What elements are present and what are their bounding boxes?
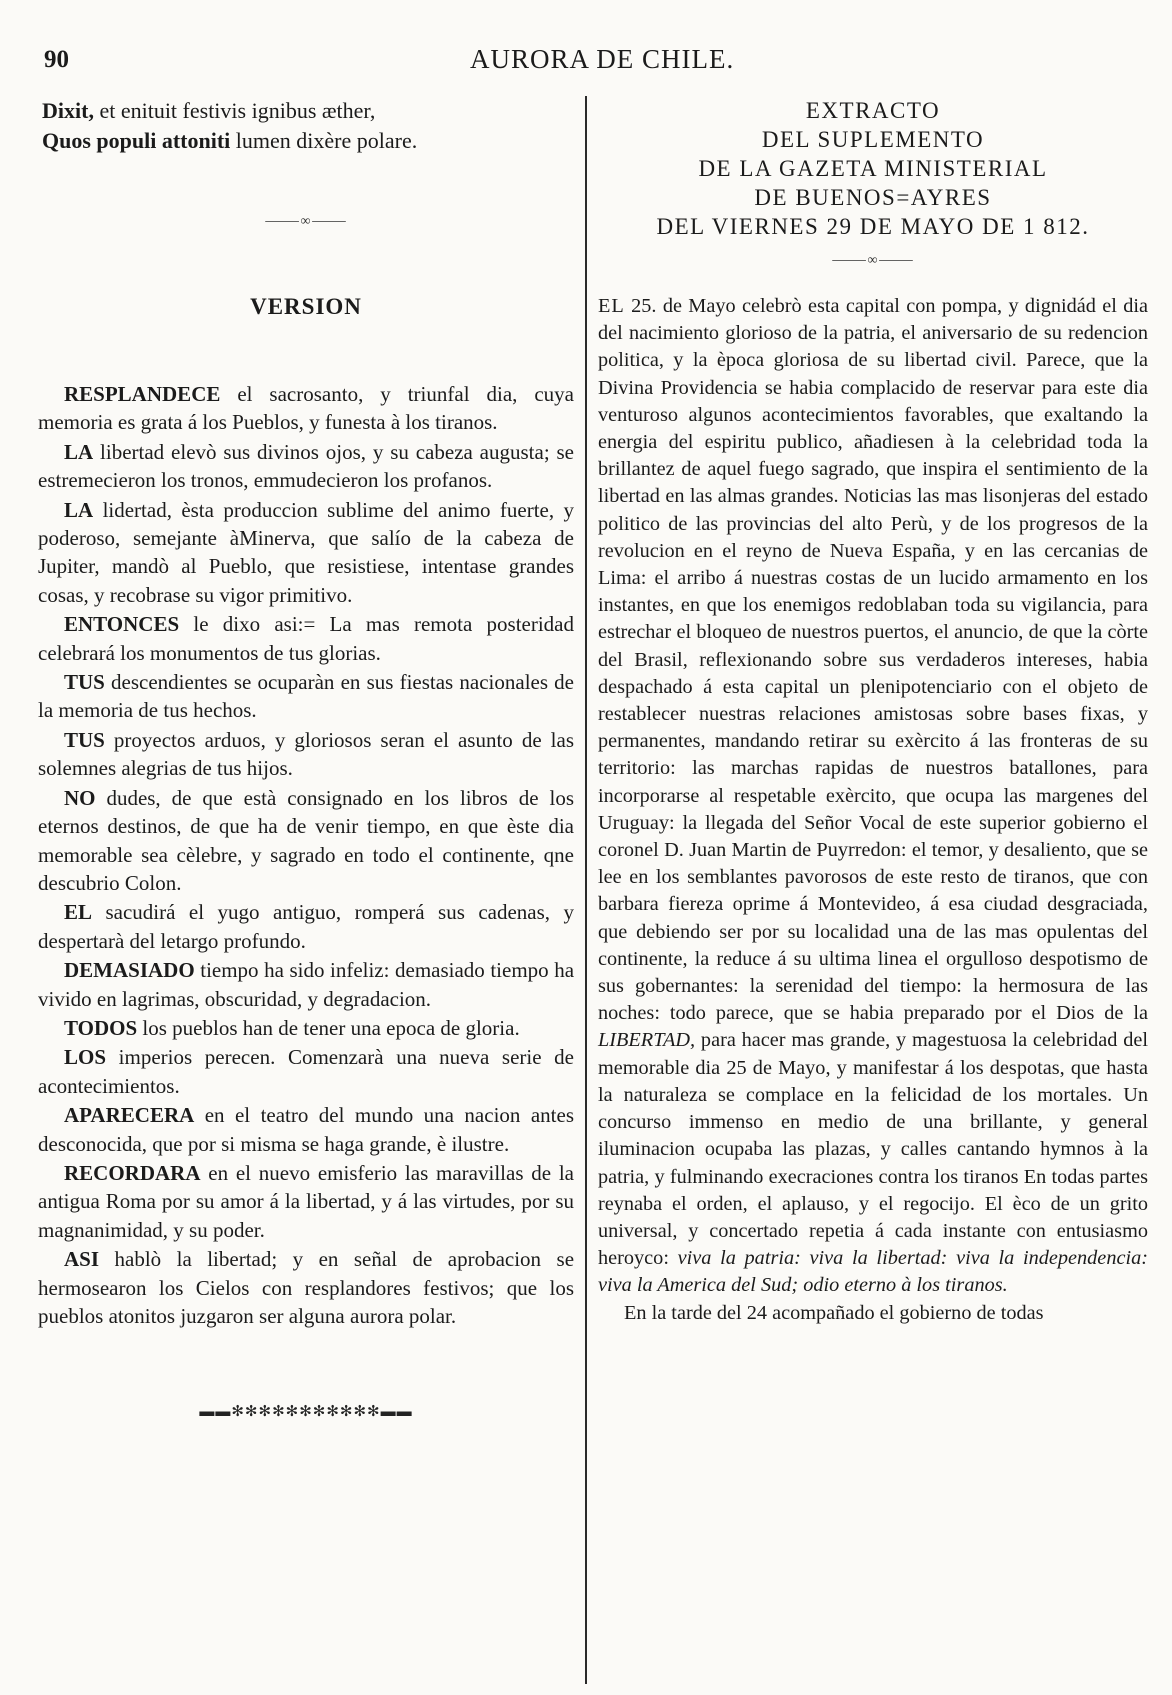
verse-lead: Quos populi attoniti <box>42 128 231 153</box>
paragraph-lead: EL <box>598 295 625 317</box>
paragraph-text: En la tarde del 24 acompañado el gobierno de todas <box>624 1301 1044 1324</box>
version-paragraph <box>38 956 574 1013</box>
ornament-divider: ⸻∞⸻ <box>831 253 915 268</box>
extract-title-line: DEL VIERNES 29 DE MAYO DE 1 812. <box>656 214 1090 239</box>
paragraph-lead: LA <box>64 439 94 464</box>
paragraph-lead: RECORDARA <box>64 1160 201 1185</box>
version-paragraph <box>38 438 574 495</box>
version-paragraph <box>38 726 574 783</box>
left-column <box>38 96 574 1421</box>
paragraph-text: libertad elevò sus divinos ojos, y su cabeza augusta; se estremecieron los tronos, emmudecieron los profanos. <box>38 439 575 493</box>
paragraph-lead: ENTONCES <box>64 612 180 637</box>
paragraph-text: hablò la libertad; y en señal de aprobacion se hermosearon los Cielos con resplandores festivos; que los pueblos atonitos juzgaron ser alguna aurora polar. <box>38 1247 575 1328</box>
paragraph-lead: NO <box>64 785 96 810</box>
paragraph-text: el sacrosanto, y triunfal dia, cuya memoria es grata á los Pueblos, y funesta à los tiranos. <box>38 382 574 435</box>
paragraph-italic: viva la patria: viva la libertad: viva la independencia: viva la America del Sud; odio eterno à los tiranos. <box>598 1247 1148 1297</box>
paragraph-lead: LOS <box>64 1045 107 1070</box>
latin-verse-1 <box>42 96 574 126</box>
running-title: AURORA DE CHILE. <box>470 44 735 74</box>
page-number: 90 <box>44 46 69 73</box>
right-column <box>598 96 1148 1327</box>
version-paragraph <box>38 380 574 437</box>
paragraph-italic: LIBERTAD, <box>598 1029 696 1052</box>
paragraph-text: dudes, de que està consignado en los libros de los eternos destinos, de que ha de venir tiempo, en que èste dia memorable sea cèlebre, y sagrado en todo el continente, qne descubrio Colon. <box>38 785 575 895</box>
extract-title-line: DE LA GAZETA MINISTERIAL <box>698 156 1048 181</box>
version-paragraph <box>38 1014 574 1042</box>
version-paragraph <box>38 898 574 955</box>
column-divider <box>585 96 587 1684</box>
page-header <box>40 38 1132 78</box>
ornament-divider: ⸻∞⸻ <box>264 214 348 229</box>
paragraph-lead: EL <box>64 900 93 925</box>
latin-verse-2 <box>42 126 574 156</box>
paragraph-text: 25. de Mayo celebrò esta capital con pompa, y dignidád el dia del nacimiento glorioso de la patria, el aniversario de su redencion politica, y la època gloriosa de su libertad civil. Parece, que la Divina Providencia se habia complacido de reservar para este dia venturoso algunos acontecimientos favorables, que exaltando la energia del espiritu publico, añadiesen à la celebridad toda la brillantez de aquel fuego sagrado, que inspira el sentimiento de la libertad en las almas grandes. Noticias las mas lisonjeras del estado politico de las provincias del alto Perù, y de los progresos de la revolucion en el reyno de Nueva España, y en las cercanias de Lima: el arribo á nuestras costas de un lucido armamento en los instantes, en que los enemigos redoblaban toda su vigilancia, para estrechar el bloqueo de nuestros puertos, el anuncio, de que la còrte del Brasil, reflexionando sobre sus verdaderos intereses, habia despachado á esta capital un plenipotenciario con el objeto de restablecer nuestras relaciones amistosas sobre bases fixas, y permanentes, mandando retirar su exèrcito á las fronteras de su territorio: las marchas rapidas de nuestros batallones, para incorporarse al respetable exèrcito, que ocupa las margenes del Uruguay: la llegada del Señor Vocal de este superior gobierno el coronel D. Juan Martin de Puyrredon: el temor, y desaliento, que se lee en los semblantes pavorosos de este resto de tiranos, que con barbara fiereza oprime á Montevideo, á esa ciudad desgraciada, que debiendo ser por su localidad una de las mas opulentas del continente, la reduce á su ultima linea el orgulloso despotismo de sus gobernantes: la serenidad del tiempo: la hermosura de las noches: todo parece, que se habia preparado por el Dios de la <box>598 295 1148 1025</box>
paragraph-text: para hacer mas grande, y magestuosa la celebridad del memorable dia 25 de Mayo, y manifestar á los despotas, que hasta la naturaleza se complace en la felicidad de los mortales. Un concurso immenso en medio de una brillante, y general iluminacion ocupaba las plazas, y calles cantando hymnos à la patria, y fulminando execraciones contra los tiranos En todas partes reynaba el orden, el aplauso, y el regocijo. El èco de un grito universal, y concertado repetia á cada instante con entusiasmo heroyco: <box>598 1029 1148 1270</box>
verse-lead: Dixit, <box>42 98 94 123</box>
paragraph-lead: LA <box>64 497 94 522</box>
ornament-rule: ▬▬✻✻✻✻✻✻✻✻✻✻✻▬▬ <box>199 1404 413 1421</box>
extract-title <box>598 96 1148 241</box>
paragraph-text: lidertad, èsta produccion sublime del animo fuerte, y poderoso, semejante àMinerva, que salío de la cabeza de Jupiter, mandò al Pueblo, que resistiese, intentase grandes cosas, y recobrase su vigor primitivo. <box>38 497 574 607</box>
version-paragraph <box>38 496 574 610</box>
version-paragraph <box>38 1245 574 1330</box>
paragraph-lead: ASI <box>64 1247 100 1272</box>
version-paragraph <box>38 1159 574 1244</box>
paragraph-text: sacudirá el yugo antiguo, romperá sus cadenas, y despertarà del letargo profundo. <box>38 900 574 953</box>
version-paragraph <box>38 668 574 725</box>
paragraph-lead: APARECERA <box>64 1103 195 1128</box>
extract-title-line: DE BUENOS=AYRES <box>754 185 992 210</box>
paragraph-text: proyectos arduos, y gloriosos seran el asunto de las solemnes alegrias de tus hijos. <box>38 727 575 781</box>
paragraph-text: le dixo asi:= La mas remota posteridad celebrará los monumentos de tus glorias. <box>38 612 574 665</box>
version-paragraph <box>38 784 574 898</box>
paragraph-lead: TUS <box>64 727 105 752</box>
section-title: VERSION <box>250 294 362 319</box>
verse-text: et enituit festivis ignibus æther, <box>99 98 376 123</box>
extract-title-line: DEL SUPLEMENTO <box>761 127 985 152</box>
paragraph-lead: RESPLANDECE <box>64 382 221 406</box>
version-paragraph <box>38 1043 574 1100</box>
extract-title-line: EXTRACTO <box>805 98 941 123</box>
version-paragraphs <box>38 380 574 1330</box>
paragraph-text: los pueblos han de tener una epoca de gloria. <box>142 1015 520 1040</box>
paragraph-text: en el nuevo emisferio las maravillas de la antigua Roma por su amor á la libertad, y á las virtudes, por su magnanimidad, y su poder. <box>38 1160 574 1242</box>
article-paragraph <box>598 293 1148 1300</box>
paragraph-text: en el teatro del mundo una nacion antes desconocida, que por si misma se haga grande, è ilustre. <box>38 1103 574 1156</box>
version-paragraph <box>38 1101 574 1158</box>
paragraph-text: tiempo ha sido infeliz: demasiado tiempo ha vivido en lagrimas, obscuridad, y degradacion. <box>38 958 575 1011</box>
paragraph-text: descendientes se ocuparàn en sus fiestas nacionales de la memoria de tus hechos. <box>38 670 575 723</box>
paragraph-lead: TUS <box>64 670 105 695</box>
paragraph-lead: TODOS <box>64 1015 138 1040</box>
article-paragraph <box>598 1300 1148 1327</box>
paragraph-text: imperios perecen. Comenzarà una nueva serie de acontecimientos. <box>38 1045 575 1098</box>
verse-text: lumen dixère polare. <box>235 128 418 153</box>
paragraph-lead: DEMASIADO <box>64 958 195 983</box>
version-paragraph <box>38 610 574 667</box>
